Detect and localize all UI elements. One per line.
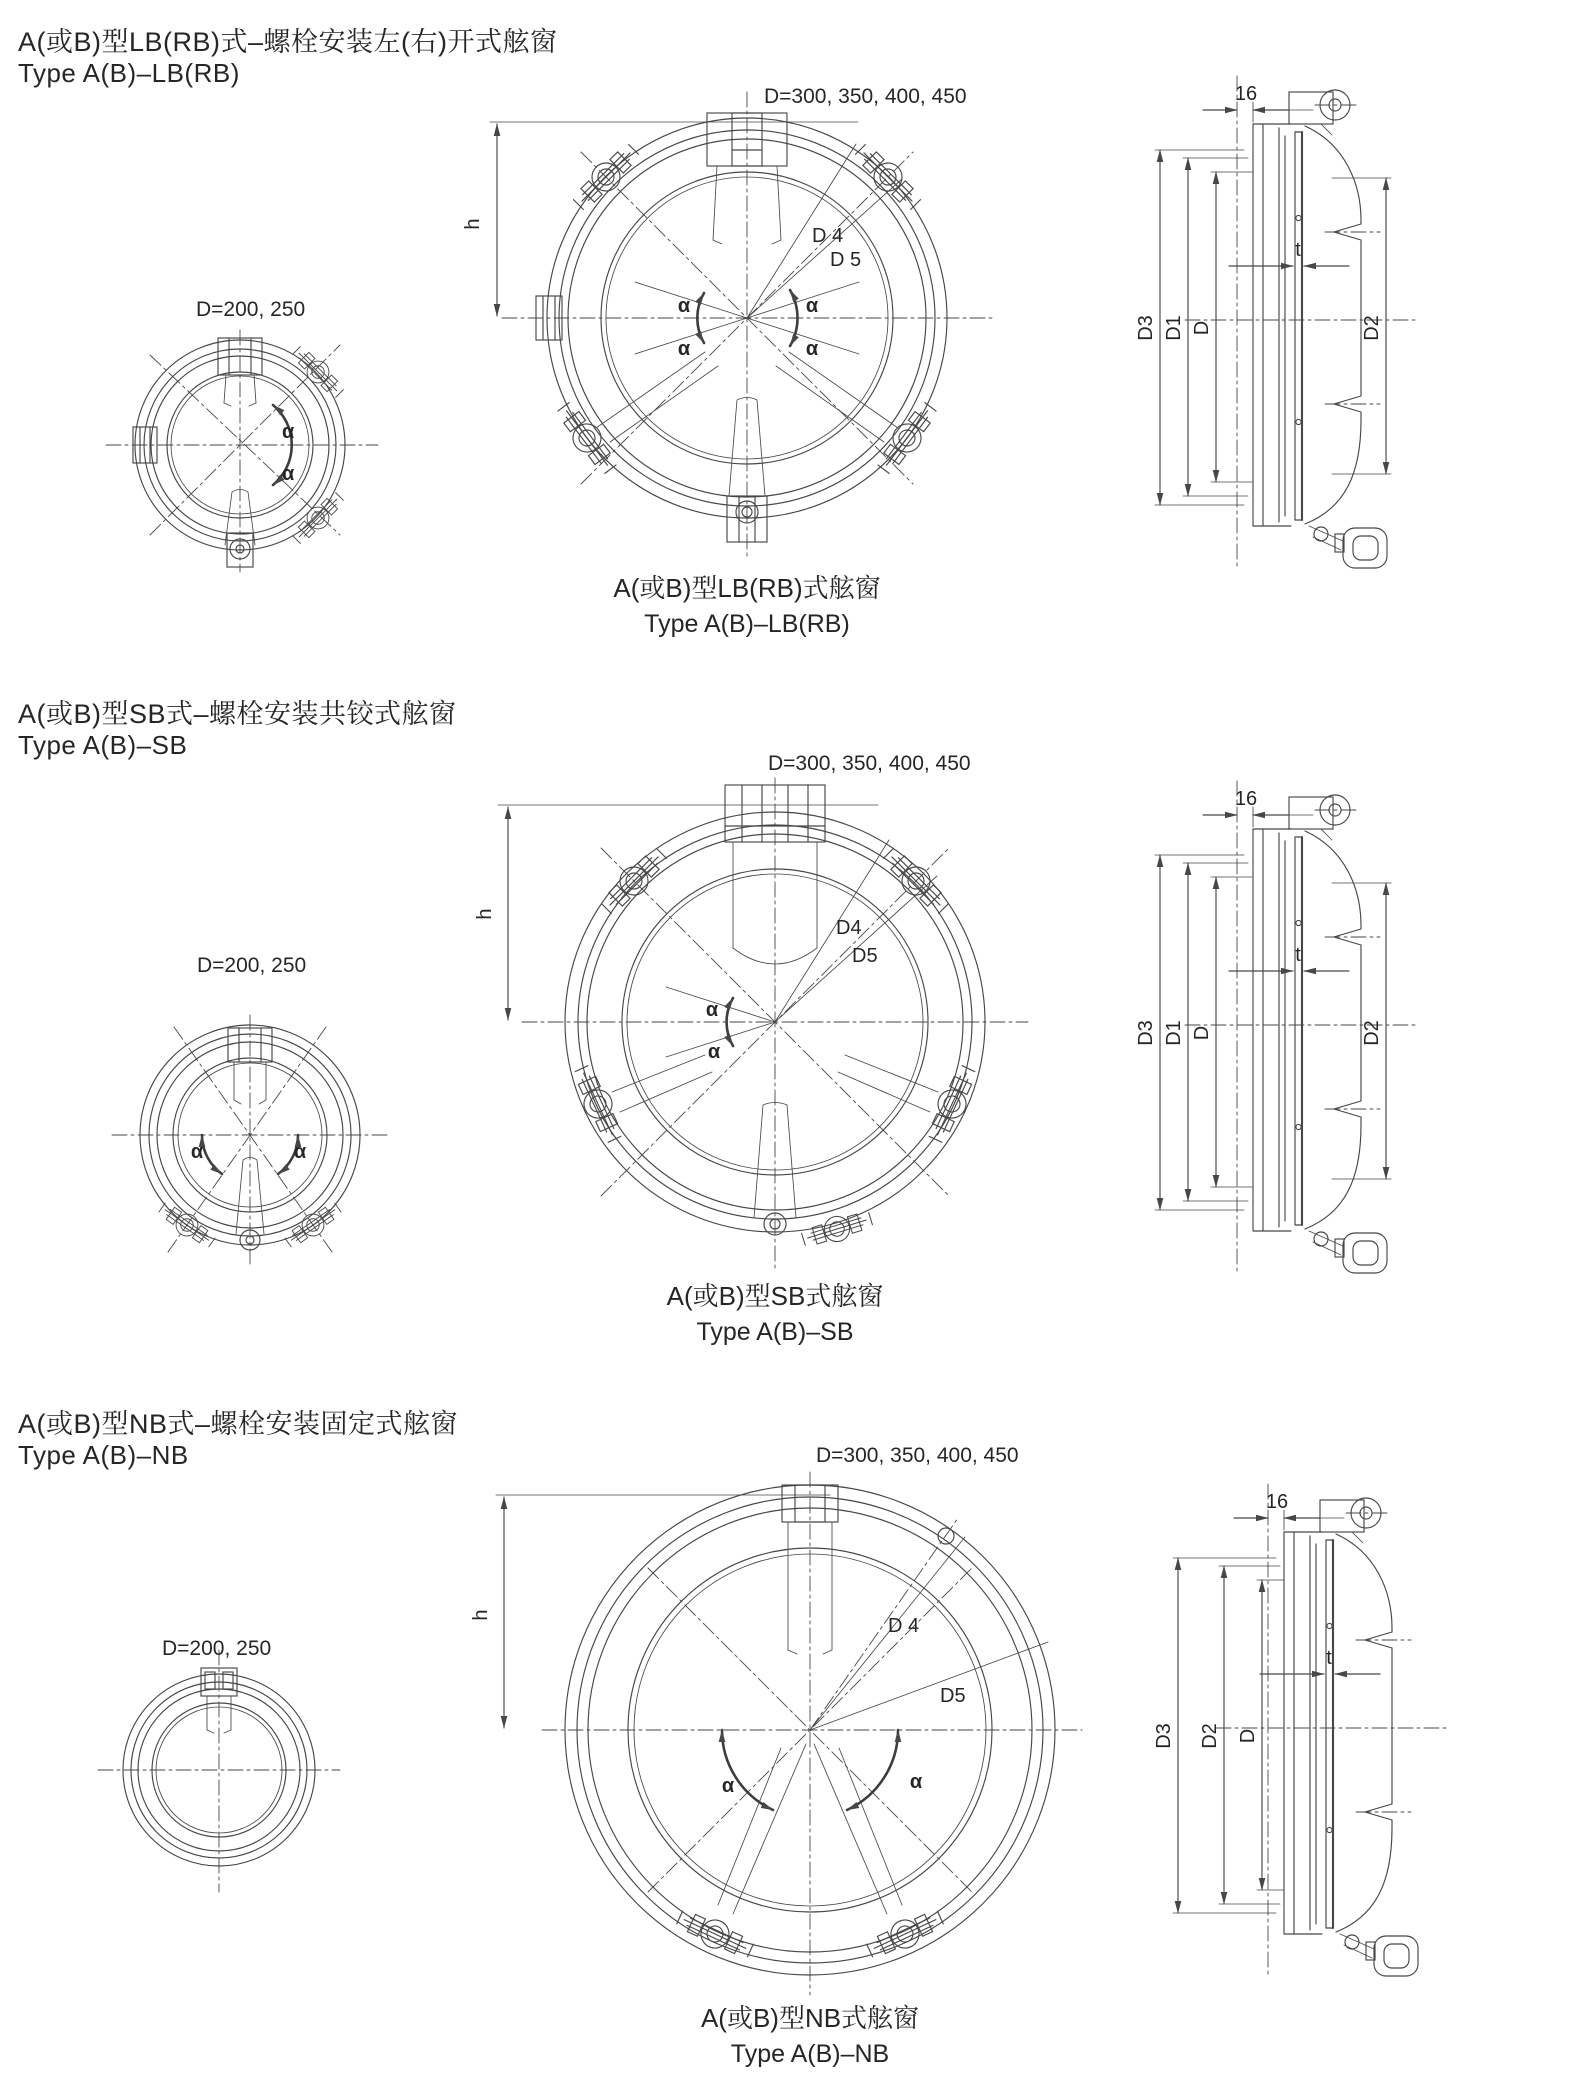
d2-label: D2 [1199, 1723, 1221, 1749]
d1-label: D1 [1163, 315, 1185, 341]
thickness-label: t [1326, 1647, 1332, 1669]
d5-label: D5 [940, 1685, 966, 1707]
d4-label: D4 [836, 917, 862, 939]
large-diameter-note: D=300, 350, 400, 450 [764, 85, 967, 108]
section-lb-title-en: Type A(B)–LB(RB) [18, 58, 240, 88]
offset-dim-label: 16 [1234, 83, 1258, 105]
height-dim-label: h [462, 218, 484, 230]
small-diameter-note: D=200, 250 [197, 954, 307, 977]
section-lb-title-cn: A(或B)型LB(RB)式–螺栓安装左(右)开式舷窗 [18, 27, 558, 57]
caption-en: Type A(B)–LB(RB) [644, 610, 850, 638]
offset-dim-label: 16 [1265, 1491, 1289, 1513]
large-diameter-note: D=300, 350, 400, 450 [768, 752, 971, 775]
alpha-label: α [190, 1141, 204, 1163]
alpha-label: α [282, 463, 295, 485]
d-label: D [1237, 1728, 1259, 1744]
small-diameter-note: D=200, 250 [162, 1637, 272, 1660]
sb-large-front-view [474, 752, 1028, 1268]
d5-label: D5 [852, 945, 878, 967]
caption-cn: A(或B)型LB(RB)式舷窗 [613, 573, 881, 603]
alpha-label: α [705, 999, 719, 1021]
d4-label: D 4 [812, 225, 844, 247]
d4-label: D 4 [888, 1615, 920, 1637]
d3-label: D3 [1135, 1020, 1157, 1046]
caption-cn: A(或B)型NB式舷窗 [700, 2003, 920, 2033]
section-sb-title-en: Type A(B)–SB [18, 730, 188, 760]
large-diameter-note: D=300, 350, 400, 450 [816, 1444, 1019, 1467]
caption-en: Type A(B)–NB [730, 2040, 890, 2068]
offset-dim-label: 16 [1234, 788, 1258, 810]
caption-cn: A(或B)型SB式舷窗 [666, 1281, 884, 1311]
d-label: D [1191, 320, 1213, 336]
lb-large-front-view [462, 85, 995, 556]
sb-small-front-view [112, 954, 388, 1265]
section-nb-title-cn: A(或B)型NB式–螺栓安装固定式舷窗 [18, 1409, 459, 1439]
alpha-label: α [282, 421, 295, 443]
alpha-label: α [293, 1141, 307, 1163]
section-sb-title-cn: A(或B)型SB式–螺栓安装共铰式舷窗 [18, 699, 457, 729]
nb-side-view [1153, 1484, 1446, 1978]
alpha-label: α [909, 1771, 923, 1793]
height-dim-label: h [474, 908, 496, 920]
d2-label: D2 [1361, 1020, 1383, 1046]
d3-label: D3 [1135, 315, 1157, 341]
alpha-label: α [707, 1041, 721, 1063]
alpha-label: α [721, 1775, 735, 1797]
alpha-label: α [677, 338, 691, 360]
d3-label: D3 [1153, 1723, 1175, 1749]
lb-small-front-view [106, 298, 378, 572]
nb-small-front-view [98, 1637, 340, 1892]
alpha-label: α [805, 295, 819, 317]
lb-side-view [1135, 76, 1415, 570]
d5-label: D 5 [830, 249, 862, 271]
height-dim-label: h [470, 1609, 492, 1621]
thickness-label: t [1295, 239, 1301, 261]
sb-side-view [1135, 781, 1415, 1275]
d1-label: D1 [1163, 1020, 1185, 1046]
nb-large-front-view [470, 1444, 1082, 1995]
alpha-label: α [677, 295, 691, 317]
small-diameter-note: D=200, 250 [196, 298, 306, 321]
d-label: D [1191, 1025, 1213, 1041]
caption-en: Type A(B)–SB [696, 1318, 854, 1346]
alpha-label: α [805, 338, 819, 360]
section-nb-title-en: Type A(B)–NB [18, 1440, 189, 1470]
thickness-label: t [1295, 944, 1301, 966]
d2-label: D2 [1361, 315, 1383, 341]
